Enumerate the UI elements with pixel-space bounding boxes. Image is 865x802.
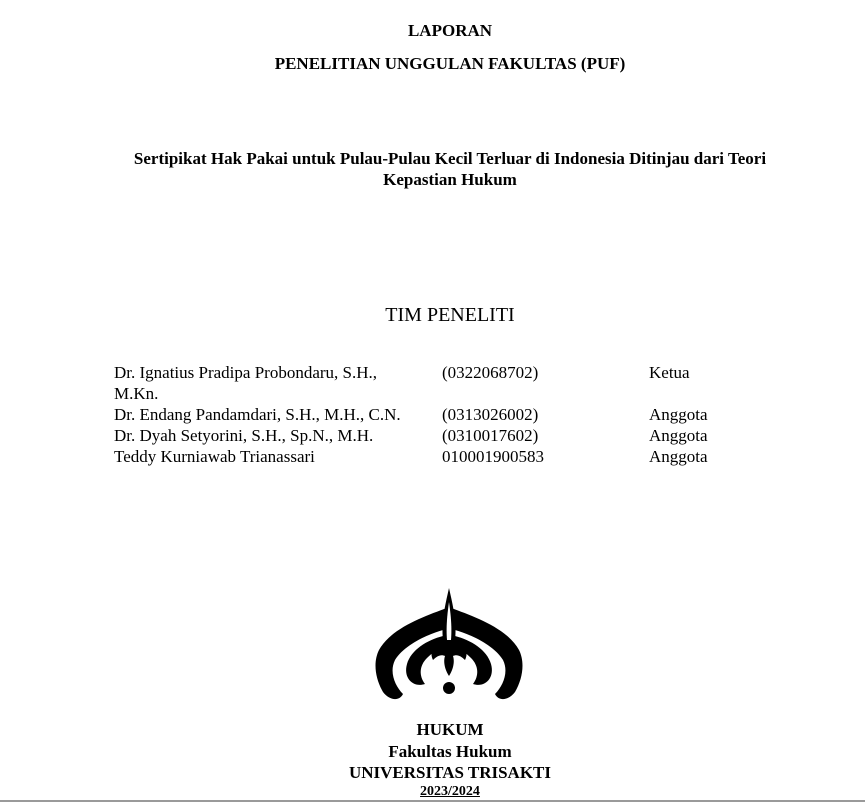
member-name: Dr. Dyah Setyorini, S.H., Sp.N., M.H.	[114, 426, 374, 445]
member-role: Anggota	[649, 405, 708, 424]
academic-year: 2023/2024	[420, 784, 480, 799]
program-name: PENELITIAN UNGGULAN FAKULTAS (PUF)	[274, 54, 626, 73]
team-heading: TIM PENELITI	[385, 304, 515, 326]
member-id: (0322068702)	[442, 363, 539, 382]
member-role: Ketua	[649, 363, 690, 382]
faculty-name: Fakultas Hukum	[388, 742, 512, 761]
report-label: LAPORAN	[407, 21, 493, 40]
member-role: Anggota	[649, 447, 708, 466]
member-name: Dr. Ignatius Pradipa Probondaru, S.H., M.Kn.	[114, 363, 378, 403]
member-id: (0313026002)	[442, 405, 539, 424]
member-id: 010001900583	[442, 447, 544, 466]
report-title-line2: Kepastian Hukum	[383, 170, 517, 189]
member-id: (0310017602)	[442, 426, 539, 445]
member-name: Teddy Kurniawab Trianassari	[114, 447, 315, 466]
report-title	[60, 148, 840, 190]
report-title-line1: Sertipikat Hak Pakai untuk Pulau-Pulau Kecil Terluar di Indonesia Ditinjau dari Teori	[133, 149, 767, 168]
member-name: Dr. Endang Pandamdari, S.H., M.H., C.N.	[114, 405, 401, 424]
faculty-short: HUKUM	[416, 720, 484, 739]
trisakti-emblem-icon	[373, 588, 525, 708]
university-name: UNIVERSITAS TRISAKTI	[348, 763, 552, 782]
member-role: Anggota	[649, 426, 708, 445]
